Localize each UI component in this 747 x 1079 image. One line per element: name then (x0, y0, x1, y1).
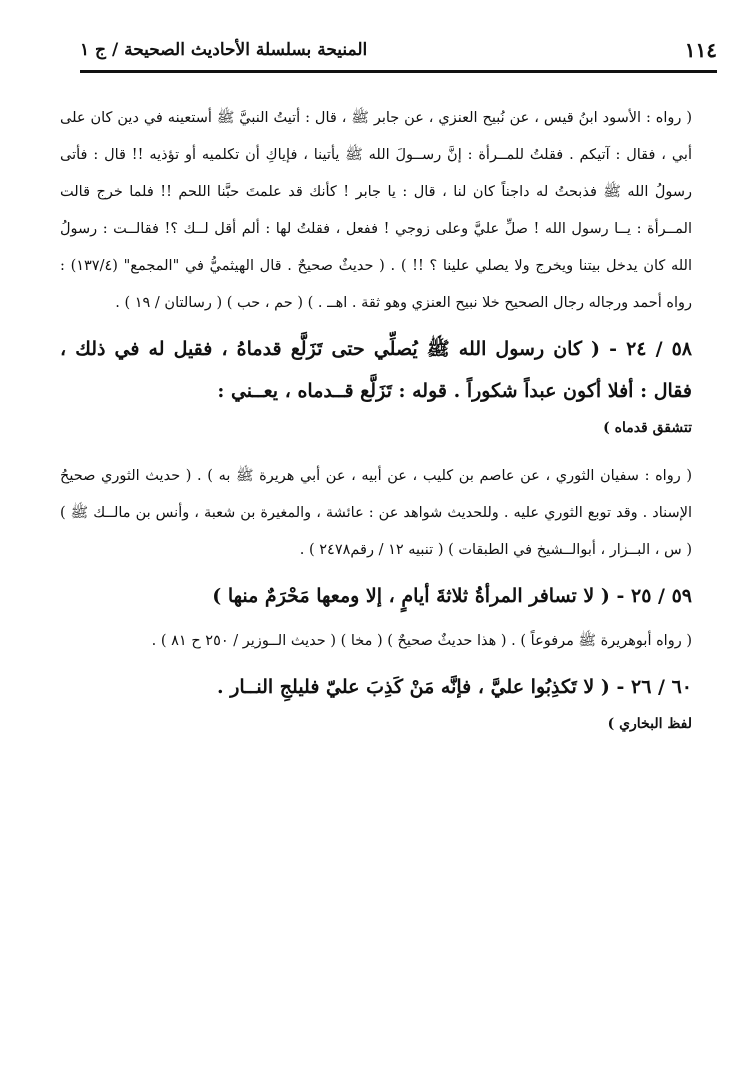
hadith-59: ٥٩ / ٢٥ - ( لا تسافر المرأةُ ثلاثةَ أيامٍ ، إلا ومعها مَحْرَمٌ منها ) (212, 585, 692, 607)
running-title: المنيحة بسلسلة الأحاديث الصحيحة / ج ١ (80, 40, 368, 60)
page-number: ١١٤ (684, 38, 717, 62)
narration-paragraph-2: ( رواه : سفيان الثوري ، عن عاصم بن كليب ، عن أبيه ، عن أبي هريرة ﷺ به ) . ( حديث الثوري صحيحُ الإسناد . وقد توبع الثوري عليه . وللحديث شواهد عن : عائشة ، والمغيرة بن شعبة ، وأنس بن مالــك ﷺ ) ( س ، البــزار ، أبوالــشيخ في الطبقات ) ( تنبيه ١٢ / رقم٢٤٧٨ ) . (60, 468, 692, 558)
hadith-58: ٥٨ / ٢٤ - ( كان رسول الله ﷺ يُصلِّي حتى تَزَلَّع قدماهُ ، فقيل له في ذلك ، فقال : أفلا أكون عبداً شكوراً . قوله : تَزَلَّع قــدماه ، يعــني : (60, 338, 692, 402)
page-header (80, 28, 717, 72)
narration-paragraph-3: ( رواه أبوهريرة ﷺ مرفوعاً ) . ( هذا حديثٌ صحيحٌ ) ( مخا ) ( حديث الــوزير / ٢٥٠ ح ٨١ ) . (151, 633, 692, 649)
narration-paragraph-1: ( رواه : الأسود ابنُ قيس ، عن نُبيح العنزي ، عن جابر ﷺ ، قال : أتيتُ النبيَّ ﷺ أستعينه في دين كان على أبي ، فقال : آتيكم . فقلتُ للمــرأة : إنَّ رســولَ الله ﷺ يأتينا ، فإياكِ أن تكلميه أو تؤذيه !! قال : فأتى رسولُ الله ﷺ فذبحتُ له داجناً كان لنا ، قال : يا جابر ! كأنك قد علمتَ حبَّنا اللحم !! فلما خرج قالت المــرأة : يــا رسول الله ! صلِّ عليَّ وعلى زوجي ! ففعل ، فقلتُ لها : ألم أقل لــك ؟! فقالــت : رسولُ الله كان يدخل بيتنا ويخرج ولا يصلي علينا ؟ !! ) . ( حديثٌ صحيحٌ . قال الهيثميُّ في "المجمع" (١٣٧/٤) : رواه أحمد ورجاله رجال الصحيح خلا نبيح العنزي وهو ثقة . اهــ . ) ( حم ، حب ) ( رسالتان / ١٩ ) . (60, 110, 692, 311)
hadith-58-note: تتشقق قدماه ) (603, 420, 692, 436)
header-rule (80, 70, 717, 73)
hadith-60-note: لفظ البخاري ) (607, 716, 692, 732)
page-body (60, 100, 692, 740)
hadith-60: ٦٠ / ٢٦ - ( لا تَكذِبُوا عليَّ ، فإنَّه مَنْ كَذِبَ عليّ فليلجِ النــار . (217, 676, 692, 698)
